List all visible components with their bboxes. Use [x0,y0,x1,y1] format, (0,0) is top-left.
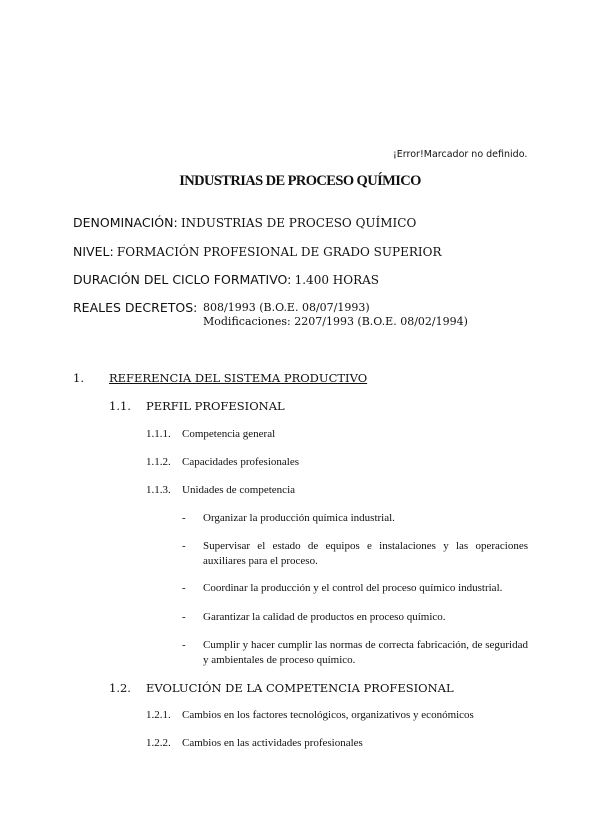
subsection-number: 1.2. [109,681,131,695]
field-value: INDUSTRIAS DE PROCESO QUÍMICO [180,216,417,230]
field-value: 1.400 HORAS [294,273,380,287]
item-title: Unidades de competencia [182,484,296,496]
subsection-number: 1.1. [109,399,131,413]
item-number: 1.2.2. [146,737,171,749]
bullet-marker: - [182,512,186,524]
bullet-marker: - [182,639,186,651]
field-decretos-value-1: 808/1993 (B.O.E. 08/07/1993) [203,301,370,314]
field-label: DENOMINACIÓN: [73,215,178,230]
list-item: Cumplir y hacer cumplir las normas de correcta fabricación, de seguridad y ambientales de proceso químico. [203,639,528,666]
item-title: Competencia general [182,428,276,440]
item-title: Cambios en las actividades profesionales [182,737,363,749]
field-duracion [73,272,379,288]
field-decretos-label: REALES DECRETOS: [73,300,198,315]
field-decretos-value-2: Modificaciones: 2207/1993 (B.O.E. 08/02/1994) [203,315,468,328]
item-number: 1.2.1. [146,709,171,721]
item-number: 1.1.3. [146,484,171,496]
list-item: Coordinar la producción y el control del proceso químico industrial. [203,582,503,594]
subsection-title: PERFIL PROFESIONAL [146,399,285,413]
bullet-marker: - [182,582,186,594]
item-number: 1.1.1. [146,428,171,440]
document-title: INDUSTRIAS DE PROCESO QUÍMICO [179,173,421,189]
field-label: NIVEL: [73,244,114,259]
subsection-title: EVOLUCIÓN DE LA COMPETENCIA PROFESIONAL [146,681,454,695]
item-title: Capacidades profesionales [182,456,299,468]
list-item: Supervisar el estado de equipos e instalaciones y las operaciones auxiliares para el proceso. [203,540,528,567]
section-title: REFERENCIA DEL SISTEMA PRODUCTIVO [109,371,368,385]
field-value: FORMACIÓN PROFESIONAL DE GRADO SUPERIOR [116,245,442,259]
list-item: Organizar la producción química industrial. [203,512,395,524]
field-denominacion [73,215,416,231]
error-bookmark-text: ¡Error!Marcador no definido. [393,149,528,160]
bullet-marker: - [182,540,186,552]
section-number: 1. [73,371,84,385]
field-nivel [73,244,442,260]
item-number: 1.1.2. [146,456,171,468]
item-title: Cambios en los factores tecnológicos, organizativos y económicos [182,709,474,721]
field-label: DURACIÓN DEL CICLO FORMATIVO: [73,272,292,287]
list-item: Garantizar la calidad de productos en proceso químico. [203,611,446,623]
bullet-marker: - [182,611,186,623]
